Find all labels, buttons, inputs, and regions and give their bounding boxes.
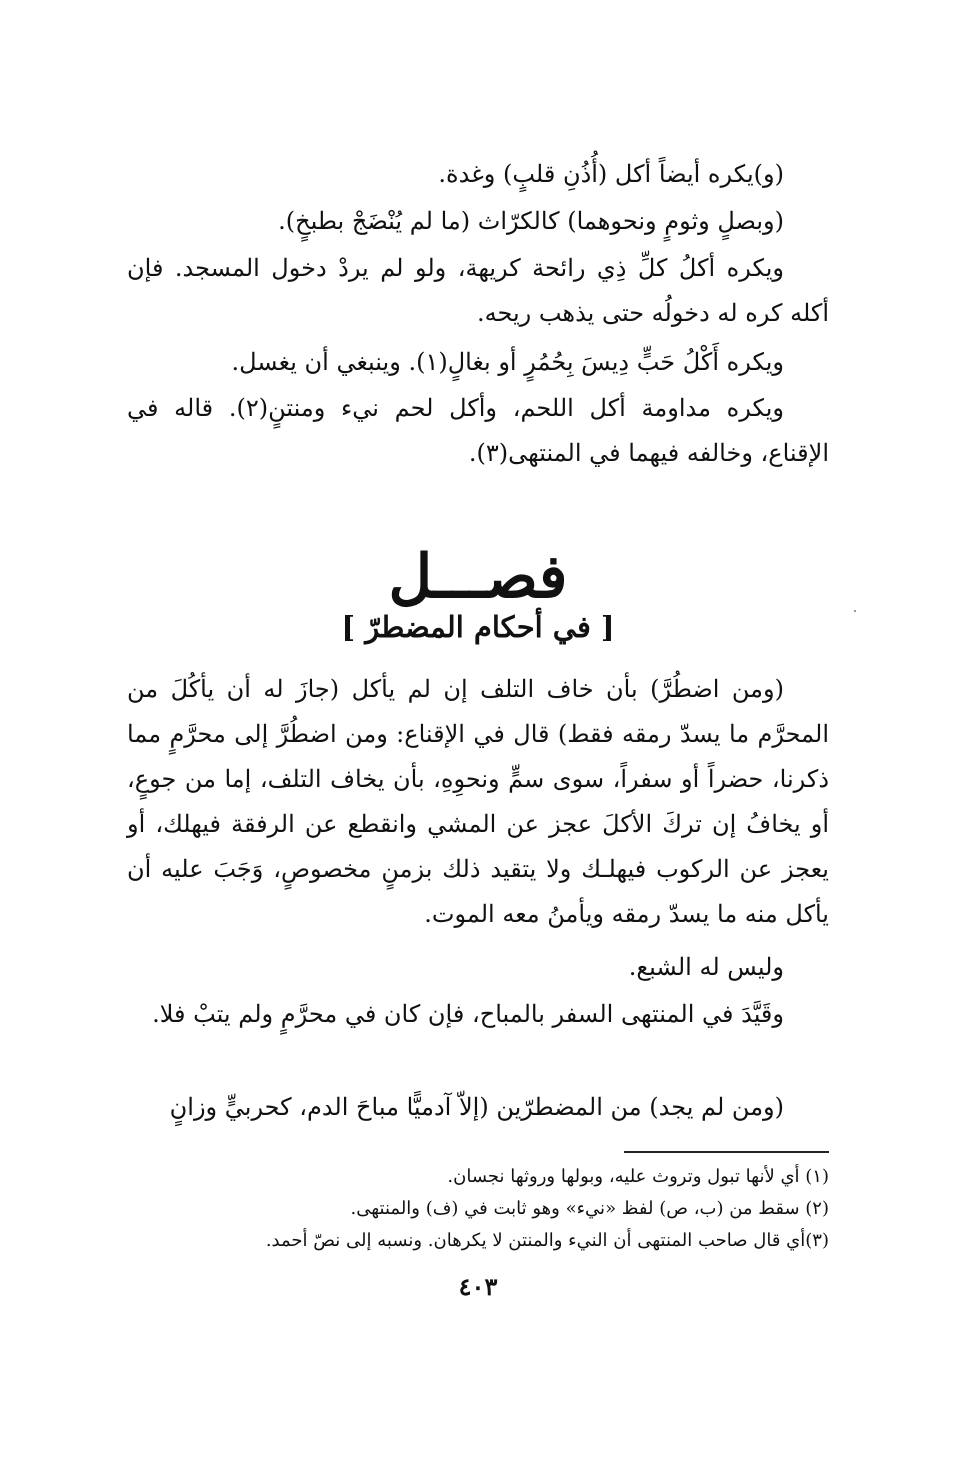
paragraph: ويكره مداومة أكل اللحم، وأكل لحم نيء ومنتنٍ(٢). قاله في الإقناع، وخالفه فيهما في المنتهى(٣). [127,394,829,467]
paragraph: ويكره أكلُ كلِّ ذِي رائحة كريهة، ولو لم يردْ دخول المسجد. فإن أكله كره له دخولُه حتى يذهب ريحه. [127,254,829,327]
page-number: ٤٠٣ [458,1272,498,1301]
footnote-divider [624,1151,829,1153]
margin-mark [854,610,856,612]
footnote: (١) أي لأنها تبول وتروث عليه، وبولها وروثها نجسان. [447,1166,829,1187]
paragraph: وقَيَّدَ في المنتهى السفر بالمباح، فإن كان في محرَّمٍ ولم يتبْ فلا. [152,1000,784,1028]
paragraph: (وبصلٍ وثومٍ ونحوهما) كالكرّاث (ما لم يُنْضَجْ بطبخٍ). [278,207,784,235]
section-heading: فصـــل [388,542,568,612]
paragraph: (و)يكره أيضاً أكل (أُذُنِ قلبٍ) وغدة. [438,160,784,188]
footnotes [127,1161,829,1257]
paragraph: وليس له الشبع. [628,953,784,981]
paragraph: ويكره أَكْلُ حَبٍّ دِيسَ بِحُمُرٍ أو بغالٍ(١). وينبغي أن يغسل. [231,348,784,376]
footnote: (٣)أي قال صاحب المنتهى أن النيء والمنتن لا يكرهان. ونسبه إلى نصّ أحمد. [265,1230,829,1251]
paragraph: (ومن اضطُرَّ) بأن خاف التلف إن لم يأكل (جازَ له أن يأكُلَ من المحرَّم ما يسدّ رمقه فقط) قال في الإقناع: ومن اضطُرَّ إلى محرَّمٍ مما ذكرنا، حضراً أو سفراً، سوى سمٍّ ونحوِهِ، بأن يخاف التلف، إما من جوعٍ، أو يخافُ إن تركَ الأكلَ عجز عن المشي وانقطع عن الرفقة فيهلك، أو يعجز عن الركوب فيهلـك ولا يتقيد ذلك بزمنٍ مخصوصٍ، وَجَبَ عليه أن يأكل منه ما يسدّ رمقه ويأمنُ معه الموت. [127,675,829,928]
paragraph: (ومن لم يجد) من المضطرّين (إلاّ آدميًّا مباحَ الدم، كحربيٍّ وزانٍ [169,1093,784,1121]
section-subtitle: [ في أحكام المضطرّ ] [341,610,615,644]
footnote: (٢) سقط من (ب، ص) لفظ «نيء» وهو ثابت في (ف) والمنتهى. [350,1198,829,1219]
